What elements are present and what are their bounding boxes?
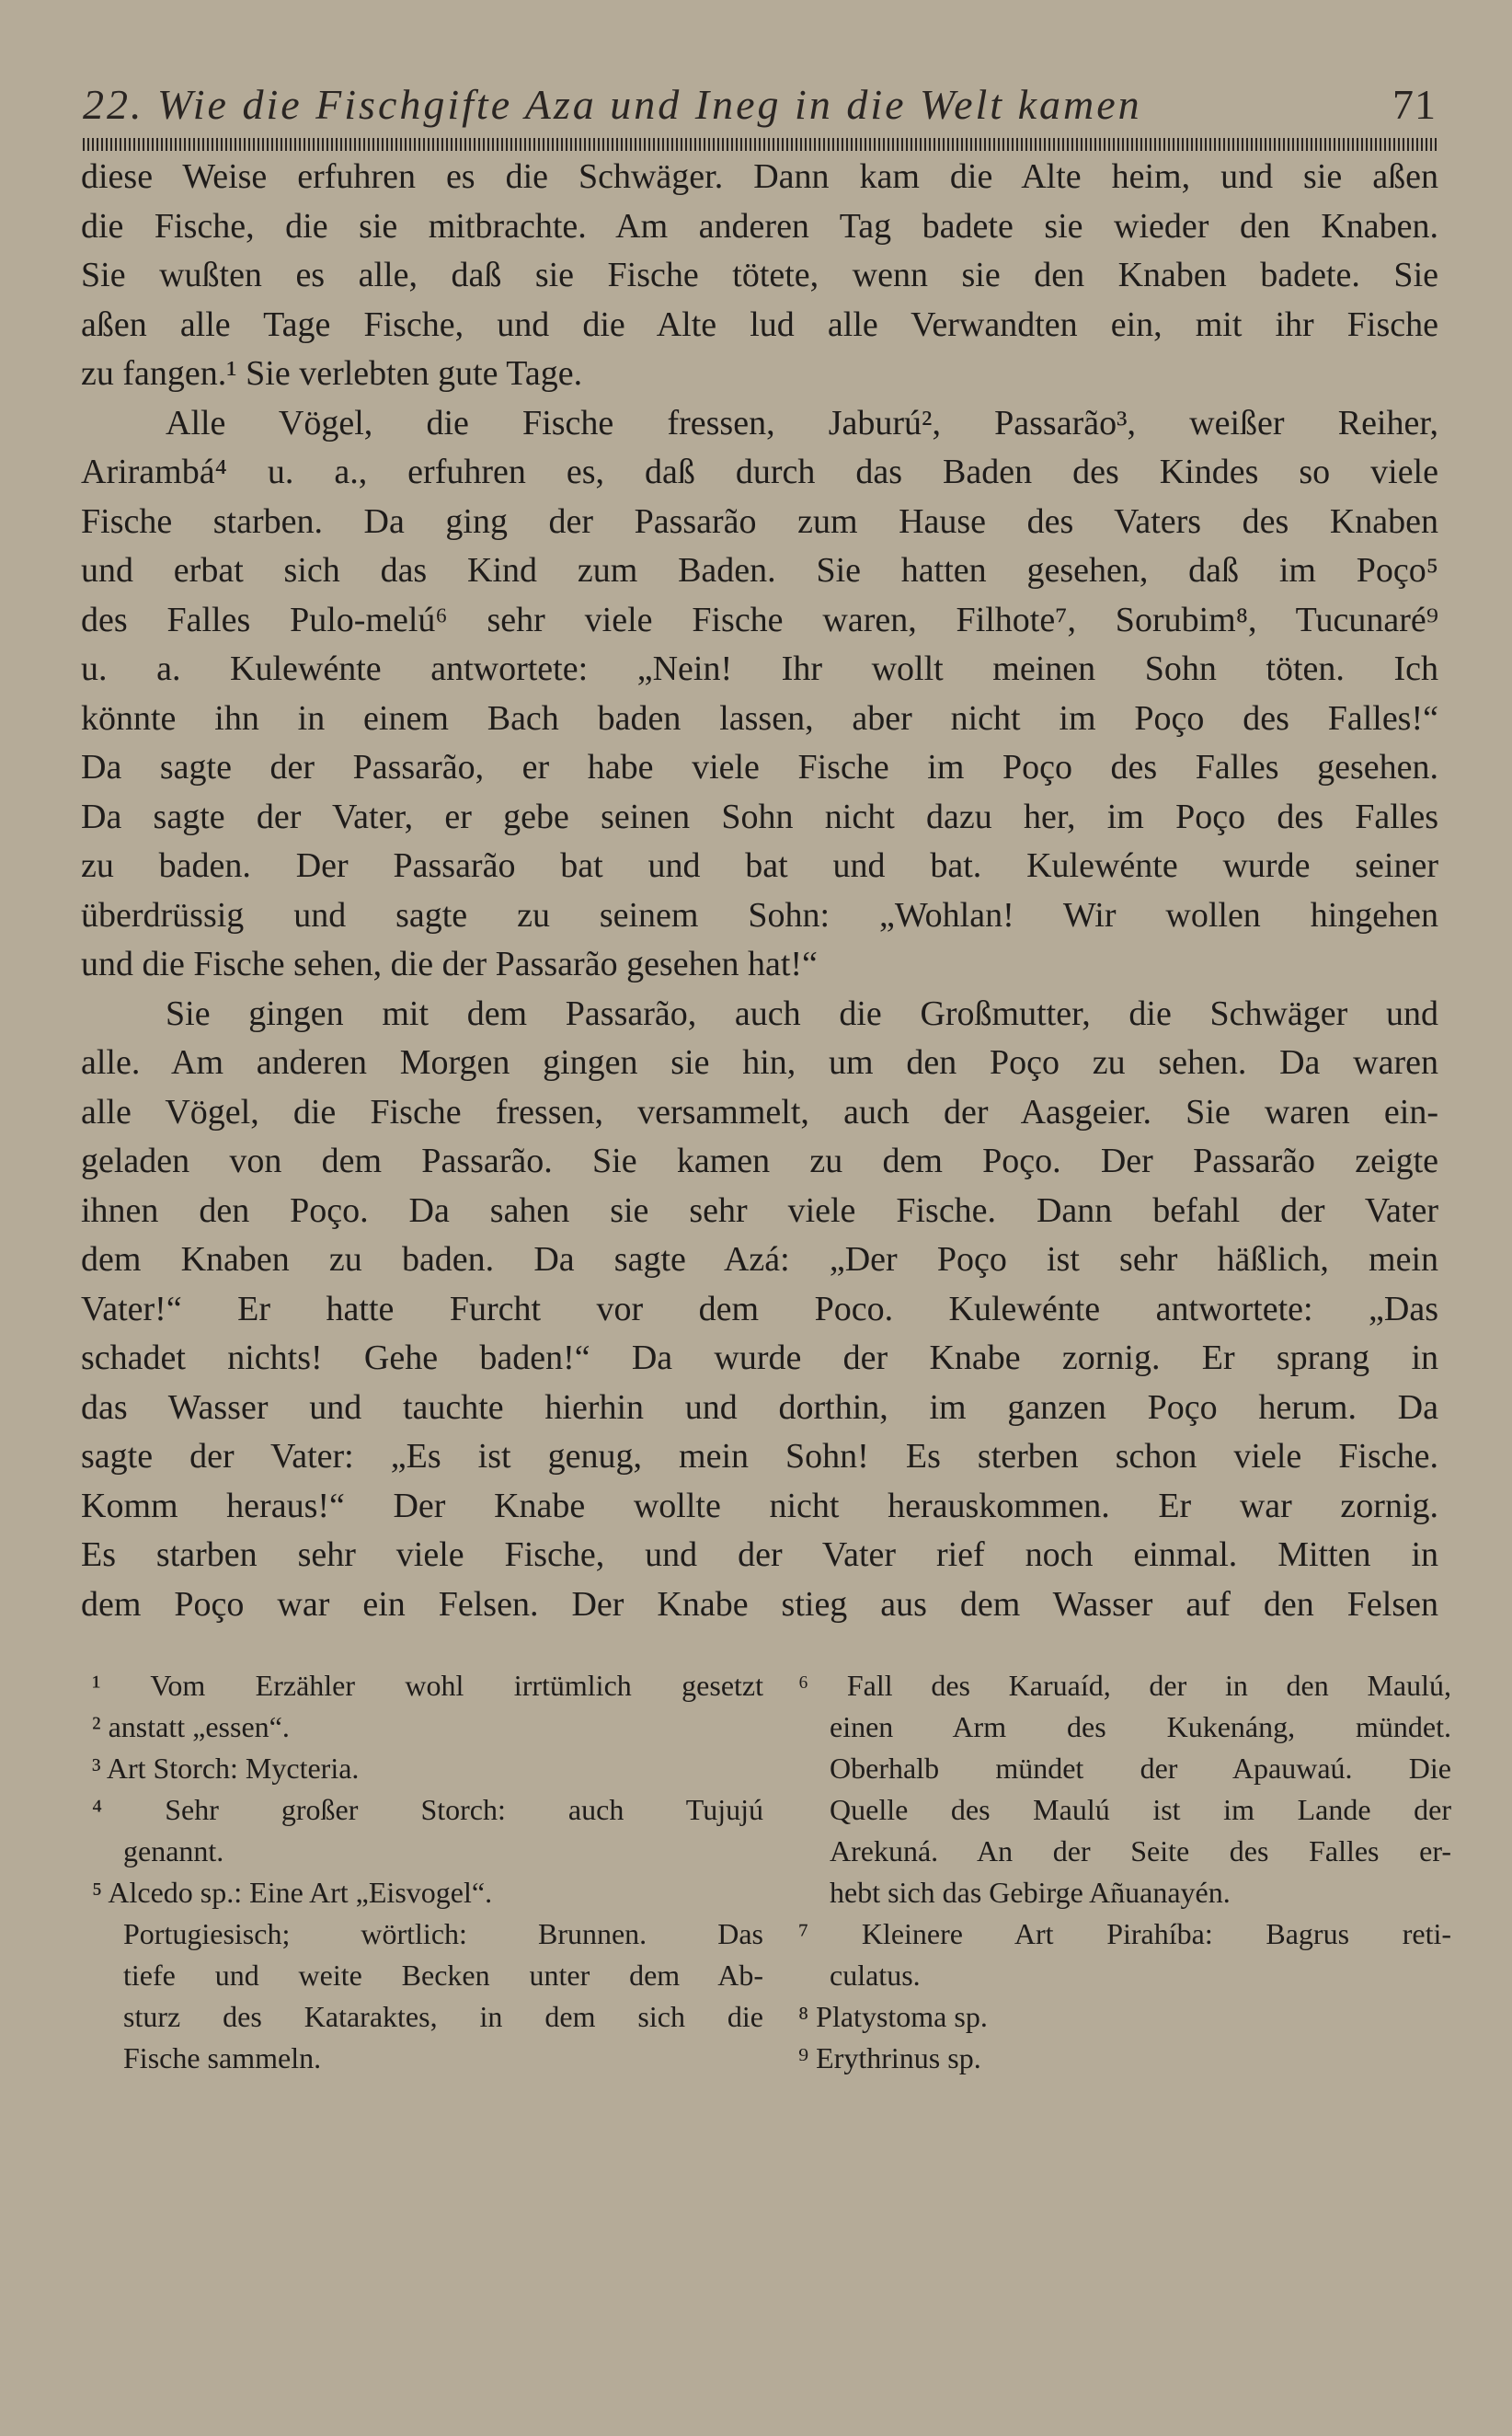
footnote-line: ⁷ Kleinere Art Pirahíba: Bagrus reti- [798, 1917, 1451, 1950]
text-line: Vater!“ Er hatte Furcht vor dem Poco. Kulewénte antwortete: „Das [81, 1289, 1438, 1328]
text-line: Da sagte der Passarão, er habe viele Fische im Poço des Falles gesehen. [81, 748, 1438, 787]
text-line: könnte ihn in einem Bach baden lassen, aber nicht im Poço des Falles!“ [81, 698, 1438, 738]
text-line: Sie wußten es alle, daß sie Fische tötete, wenn sie den Knaben badete. Sie [81, 256, 1438, 294]
text-line: Fische starben. Da ging der Passarão zum Hause des Vaters des Knaben [81, 501, 1438, 541]
footnote-line: sturz des Kataraktes, in dem sich die [123, 2000, 763, 2033]
text-line: alle Vögel, die Fische fressen, versammelt, auch der Aasgeier. Sie waren ein- [81, 1092, 1438, 1132]
page-number: 71 [1392, 81, 1437, 128]
footnote-line: ⁶ Fall des Karuaíd, der in den Maulú, [798, 1669, 1451, 1702]
text-line: und erbat sich das Kind zum Baden. Sie hatten gesehen, daß im Poço⁵ [81, 551, 1438, 590]
text-line: u. a. Kulewénte antwortete: „Nein! Ihr wollt meinen Sohn töten. Ich [81, 649, 1438, 688]
footnote-line: tiefe und weite Becken unter dem Ab- [123, 1959, 763, 1992]
footnote-line: culatus. [830, 1959, 921, 1992]
footnotes-right-column [798, 1665, 1451, 2079]
main-text [81, 153, 1438, 1629]
text-line: ihnen den Poço. Da sahen sie sehr viele Fische. Dann befahl der Vater [81, 1190, 1438, 1230]
footnote-line: Oberhalb mündet der Apauwaú. Die [830, 1752, 1451, 1785]
text-line: zu baden. Der Passarão bat und bat und bat. Kulewénte wurde seiner [81, 846, 1438, 885]
footnote-line: einen Arm des Kukenáng, mündet. [830, 1710, 1451, 1743]
text-line: sagte der Vater: „Es ist genug, mein Sohn! Es sterben schon viele Fische. [81, 1437, 1438, 1476]
text-line: die Fische, die sie mitbrachte. Am anderen Tag badete sie wieder den Knaben. [81, 206, 1438, 246]
text-line: geladen von dem Passarão. Sie kamen zu dem Poço. Der Passarão zeigte [81, 1142, 1438, 1180]
text-line: schadet nichts! Gehe baden!“ Da wurde der Knabe zornig. Er sprang in [81, 1339, 1438, 1377]
text-line: Komm heraus!“ Der Knabe wollte nicht herauskommen. Er war zornig. [81, 1486, 1438, 1525]
footnote-line: hebt sich das Gebirge Añuanayén. [830, 1876, 1231, 1909]
footnotes-left-column [92, 1665, 763, 2079]
footnote-line: Portugiesisch; wörtlich: Brunnen. Das [123, 1917, 763, 1950]
text-line: Es starben sehr viele Fische, und der Vater rief noch einmal. Mitten in [81, 1535, 1438, 1574]
text-line: dem Knaben zu baden. Da sagte Azá: „Der Poço ist sehr häßlich, mein [81, 1240, 1438, 1279]
footnote-line: Fische sammeln. [123, 2041, 322, 2074]
text-line: das Wasser und tauchte hierhin und dorthin, im ganzen Poço herum. Da [81, 1387, 1438, 1427]
text-line: Arirambá⁴ u. a., erfuhren es, daß durch das Baden des Kindes so viele [81, 453, 1438, 491]
running-header [83, 74, 1437, 129]
text-line: alle. Am anderen Morgen gingen sie hin, um den Poço zu sehen. Da waren [81, 1043, 1438, 1082]
footnote-line: ⁴ Sehr großer Storch: auch Tujujú [92, 1793, 763, 1826]
footnote-line: ¹ Vom Erzähler wohl irrtümlich gesetzt [92, 1669, 763, 1702]
footnote-line: ³ Art Storch: Mycteria. [92, 1752, 360, 1785]
text-line: Alle Vögel, die Fische fressen, Jaburú², Passarão³, weißer Reiher, [166, 403, 1438, 442]
footnote-line: ⁸ Platystoma sp. [798, 2000, 988, 2033]
text-line: dem Poço war ein Felsen. Der Knabe stieg aus dem Wasser auf den Felsen [81, 1584, 1438, 1624]
running-title: 22. Wie die Fischgifte Aza und Ineg in die Welt kamen [83, 81, 1142, 128]
footnote-line: ⁹ Erythrinus sp. [798, 2041, 981, 2074]
text-line: diese Weise erfuhren es die Schwäger. Dann kam die Alte heim, und sie aßen [81, 157, 1438, 196]
text-line: des Falles Pulo-melú⁶ sehr viele Fische waren, Filhote⁷, Sorubim⁸, Tucunaré⁹ [81, 600, 1438, 639]
footnote-line: Arekuná. An der Seite des Falles er- [830, 1834, 1451, 1867]
text-line: Sie gingen mit dem Passarão, auch die Großmutter, die Schwäger und [166, 994, 1438, 1033]
text-line: Da sagte der Vater, er gebe seinen Sohn nicht dazu her, im Poço des Falles [81, 797, 1438, 836]
footnote-line: ⁵ Alcedo sp.: Eine Art „Eisvogel“. [92, 1876, 493, 1909]
header-rule [83, 138, 1437, 151]
text-line: aßen alle Tage Fische, und die Alte lud alle Verwandten ein, mit ihr Fische [81, 304, 1438, 344]
footnote-line: Quelle des Maulú ist im Lande der [830, 1793, 1451, 1826]
footnote-line: genannt. [123, 1834, 224, 1867]
text-line: zu fangen.¹ Sie verlebten gute Tage. [81, 354, 583, 393]
text-line: und die Fische sehen, die der Passarão gesehen hat!“ [81, 945, 818, 983]
text-line: überdrüssig und sagte zu seinem Sohn: „Wohlan! Wir wollen hingehen [81, 895, 1438, 935]
footnote-line: ² anstatt „essen“. [92, 1710, 290, 1743]
